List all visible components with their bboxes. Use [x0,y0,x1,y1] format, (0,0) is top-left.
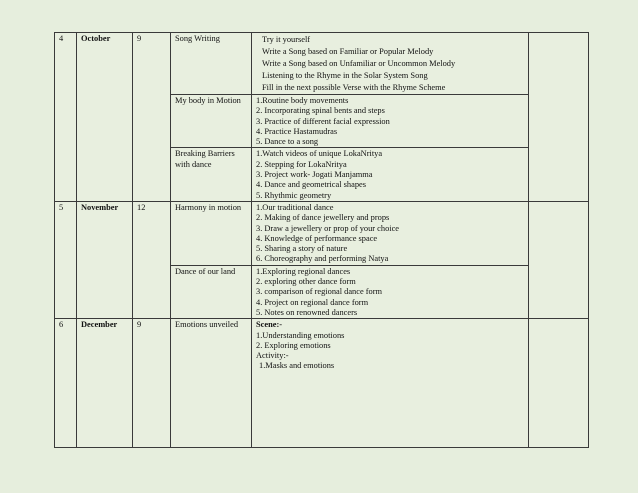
days-cell: 12 [133,201,171,318]
activity-item: 2. Stepping for LokaNritya [256,159,347,169]
topic-cell: My body in Motion [171,95,252,148]
activity-item: 1.Routine body movements [256,96,349,105]
table-row [55,319,589,448]
month-cell: October [77,33,133,202]
activity-item: 2. Exploring emotions [256,340,331,350]
topic-cell: Emotions unveiled [171,319,252,448]
activity-item: Write a Song based on Unfamiliar or Uncommon Melody [262,59,456,68]
month-cell: November [77,201,133,318]
activity-item: 3. Practice of different facial expression [256,116,390,126]
topic-line: Breaking Barriers [175,149,235,159]
days-cell: 9 [133,319,171,448]
activity-item: 1.Exploring regional dances [256,266,351,276]
topic-cell [171,148,252,201]
activity-item: 5. Dance to a song [256,137,319,147]
activity-item: 1.Masks and emotions [259,361,335,371]
activity-item: 5. Rhythmic geometry [256,190,332,200]
activities-cell [252,201,529,265]
serial-number-cell: 4 [55,33,77,202]
remarks-cell [529,319,589,448]
activity-item: 2. exploring other dance form [256,277,356,287]
activity-item: 1.Our traditional dance [256,202,334,212]
activity-item: 1.Watch videos of unique LokaNritya [256,149,383,159]
scene-label: Scene:- [256,320,283,330]
remarks-cell [529,201,589,318]
activities-cell [252,33,529,95]
topic-line: with dance [175,159,212,169]
remarks-cell [529,33,589,202]
activities-cell [252,319,529,448]
activity-label: Activity:- [256,351,289,361]
activity-item: 6. Choreography and performing Natya [256,254,389,264]
activity-item: 4. Practice Hastamudras [256,126,338,136]
activity-item: 3. Project work- Jogati Manjamma [256,170,373,180]
table-row [55,201,589,265]
activity-item: 4. Project on regional dance form [256,297,369,307]
activity-item: Write a Song based on Familiar or Popular Melody [262,47,434,56]
activities-cell [252,95,529,148]
serial-number-cell: 5 [55,201,77,318]
topic-cell: Dance of our land [171,265,252,318]
activity-item: 4. Dance and geometrical shapes [256,180,366,190]
activity-item: 3. comparison of regional dance form [256,287,383,297]
activity-item: 5. Notes on renowned dancers [256,307,358,317]
topic-cell: Harmony in motion [171,201,252,265]
activity-item: 3. Draw a jewellery or prop of your choice [256,223,400,233]
activity-item: 1.Understanding emotions [256,330,345,340]
activity-item: Fill in the next possible Verse with the Rhyme Scheme [262,83,446,92]
activity-item: Listening to the Rhyme in the Solar System Song [262,71,428,80]
activity-item: 2. Incorporating spinal bents and steps [256,106,385,116]
activity-item: 5. Sharing a story of nature [256,244,348,254]
activity-item: Try it yourself [262,35,311,44]
month-cell: December [77,319,133,448]
table-row [55,33,589,95]
topic-cell: Song Writing [171,33,252,95]
curriculum-table-page [54,32,588,448]
activities-cell [252,265,529,318]
serial-number-cell: 6 [55,319,77,448]
activities-cell [252,148,529,201]
activity-item: 2. Making of dance jewellery and props [256,213,390,223]
days-cell: 9 [133,33,171,202]
curriculum-table [54,32,589,448]
activity-item: 4. Knowledge of performance space [256,233,378,243]
